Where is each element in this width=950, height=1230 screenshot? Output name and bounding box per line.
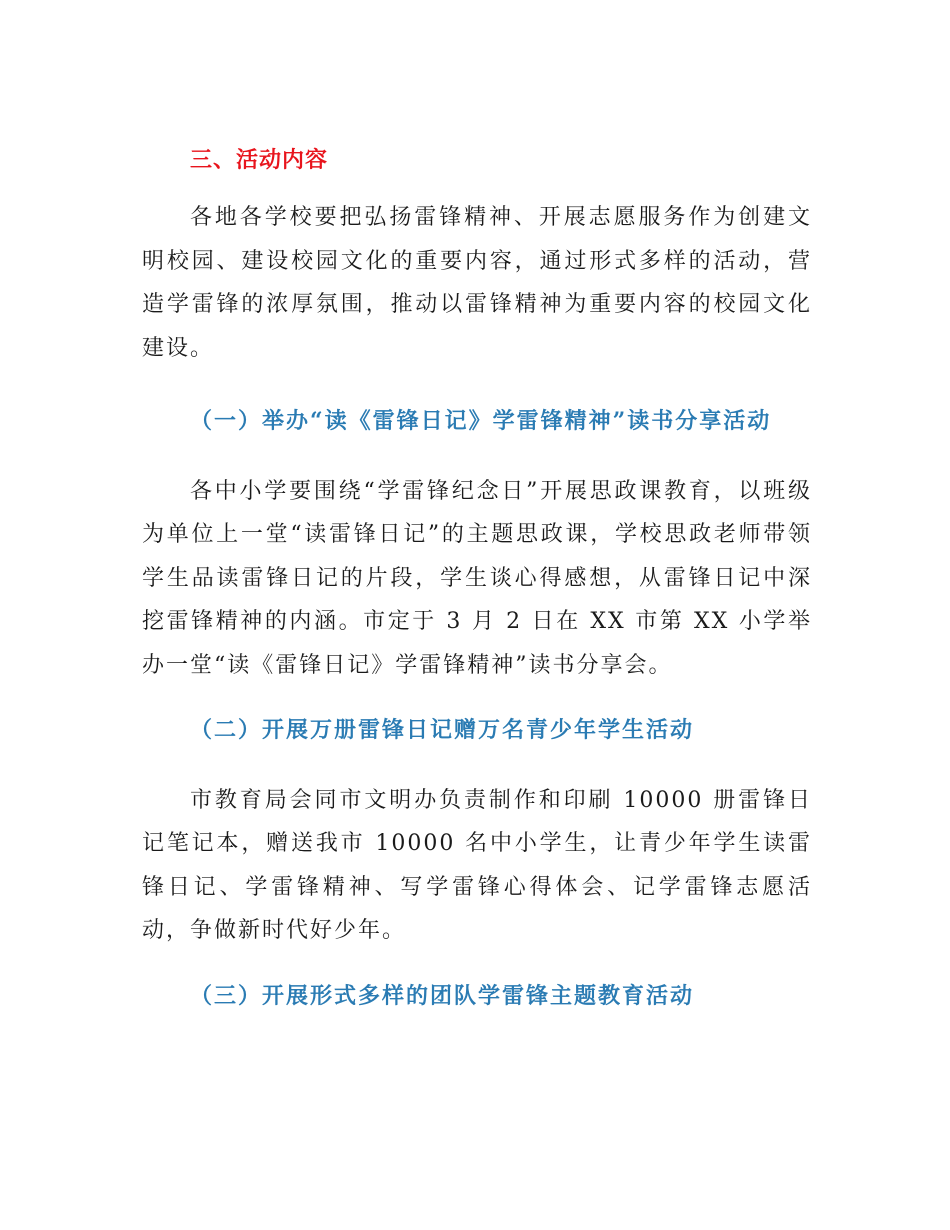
spacer	[142, 687, 812, 709]
spacer	[142, 444, 812, 470]
section-title: 三、活动内容	[190, 147, 329, 173]
spacer	[142, 753, 812, 779]
sub-body-2: 市教育局会同市文明办负责制作和印刷 10000 册雷锋日记笔记本，赠送我市 10000 名中小学生，让青少年学生读雷锋日记、学雷锋精神、写学雷锋心得体会、记学雷锋志愿活动，争做新时代好少年。	[142, 787, 812, 943]
sub-body-1: 各中小学要围绕“学雷锋纪念日”开展思政课教育，以班级为单位上一堂“读雷锋日记”的主题思政课，学校思政老师带领学生品读雷锋日记的片段，学生谈心得感想，从雷锋日记中深挖雷锋精神的内涵。市定于 3 月 2 日在 XX 市第 XX 小学举办一堂“读《雷锋日记》学雷锋精神”读书分享会。	[142, 478, 812, 678]
spacer	[142, 370, 812, 400]
sub-heading-3: （三）开展形式多样的团队学雷锋主题教育活动	[190, 982, 695, 1009]
sub-heading-2: （二）开展万册雷锋日记赠万名青少年学生活动	[190, 717, 695, 743]
intro-paragraph: 各地各学校要把弘扬雷锋精神、开展志愿服务作为创建文明校园、建设校园文化的重要内容，通过形式多样的活动，营造学雷锋的浓厚氛围，推动以雷锋精神为重要内容的校园文化建设。	[142, 205, 812, 361]
document-page	[142, 140, 812, 1018]
sub-heading-1: （一）举办“读《雷锋日记》学雷锋精神”读书分享活动	[190, 408, 772, 434]
spacer	[142, 953, 812, 975]
